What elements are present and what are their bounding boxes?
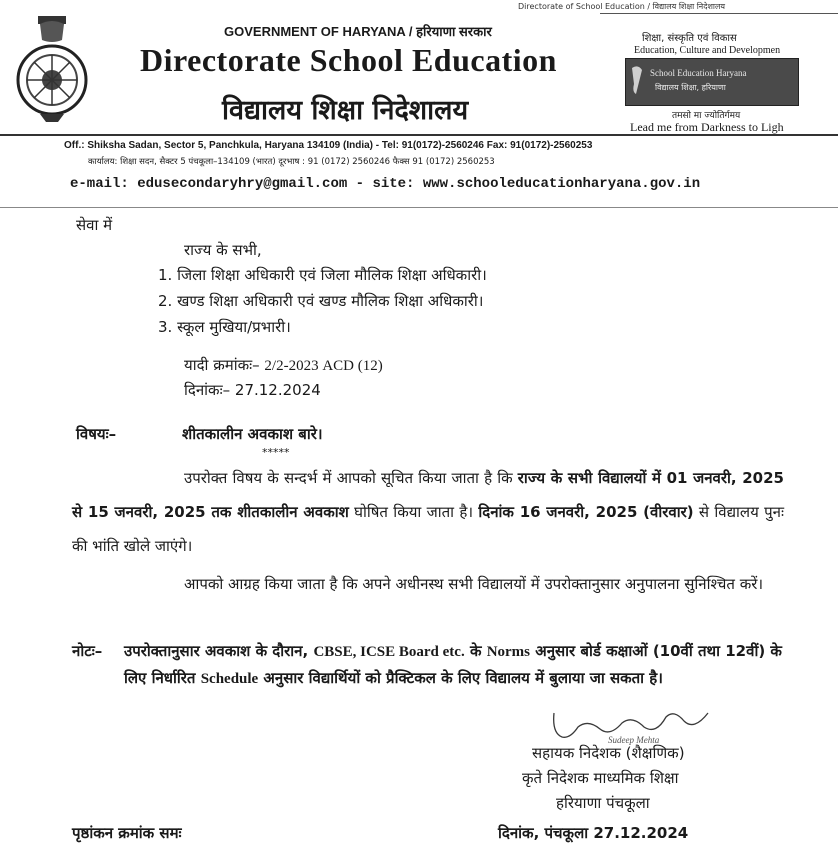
date-line bbox=[184, 380, 321, 400]
note-part: उपरोक्तानुसार अवकाश के दौरान, bbox=[124, 642, 314, 660]
paragraph-main-declared: घोषित किया जाता है। bbox=[348, 503, 479, 521]
haryana-emblem-icon bbox=[10, 14, 94, 124]
directorate-title-hindi: विद्यालय शिक्षा निदेशालय bbox=[222, 95, 469, 126]
office-address-hindi: कार्यालय: शिक्षा सदन, सैक्टर 5 पंचकूला–134109 (भारत) दूरभाष : 91 (0172) 2560246 फैक्स 91 (0172) 2560253 bbox=[88, 157, 495, 167]
government-line: GOVERNMENT OF HARYANA / हरियाणा सरकार bbox=[224, 24, 492, 39]
tagline-english: Lead me from Darkness to Ligh bbox=[630, 120, 784, 134]
endorsement-date: दिनांक, पंचकूला 27.12.2024 bbox=[498, 824, 689, 842]
note-part: अनुसार विद्यार्थियों को प्रैक्टिकल के लिए विद्यालय में बुलाया जा सकता है। bbox=[258, 669, 663, 687]
email-website-line: e-mail: edusecondaryhry@gmail.com - site: www.schooleducationharyana.gov.in bbox=[70, 176, 701, 192]
subject-text: शीतकालीन अवकाश बारे। bbox=[182, 425, 323, 443]
signatory-designation: सहायक निदेशक (शैक्षणिक) bbox=[532, 744, 685, 762]
date-value: 27.12.2024 bbox=[234, 381, 321, 399]
separator-stars: ***** bbox=[262, 446, 290, 459]
motto-english: Education, Culture and Developmen bbox=[634, 45, 781, 56]
reference-label: यादी क्रमांकः– bbox=[184, 356, 260, 374]
date-label: दिनांकः– bbox=[184, 381, 231, 399]
endorsement-number-label: पृष्ठांकन क्रमांक समः bbox=[72, 824, 182, 842]
signature bbox=[548, 703, 718, 745]
note-label: नोटः– bbox=[72, 642, 103, 660]
top-strip-text: Directorate of School Education / विद्यालय शिक्षा निदेशालय bbox=[518, 2, 726, 11]
logo-text-english: School Education Haryana bbox=[650, 68, 747, 78]
reference-line bbox=[184, 355, 383, 375]
paragraph-compliance: आपको आग्रह किया जाता है कि अपने अधीनस्थ सभी विद्यालयों में उपरोक्तानुसार अनुपालना सुनिश्चित करें। bbox=[184, 575, 764, 593]
signatory-location: हरियाणा पंचकूला bbox=[556, 794, 650, 812]
address-divider bbox=[0, 207, 838, 208]
paragraph-main-intro: उपरोक्त विषय के सन्दर्भ में आपको सूचित किया जाता है कि bbox=[184, 469, 518, 487]
tagline-hindi: तमसो मा ज्योतिर्गमय bbox=[672, 111, 741, 121]
holiday-period-text: राज्य के सभी विद्यालयों में 01 जनवरी, 2025 से 15 जनवरी, 2025 तक शीतकालीन अवकाश bbox=[72, 469, 784, 521]
header-divider bbox=[0, 134, 838, 136]
reopen-date-text: दिनांक 16 जनवरी, 2025 (वीरवार) bbox=[478, 503, 694, 521]
paragraph-main-end: से विद्यालय पुनः की भांति खोले जाएंगे। bbox=[72, 503, 784, 555]
note-norms: Norms bbox=[486, 644, 531, 660]
motto-hindi: शिक्षा, संस्कृति एवं विकास bbox=[642, 33, 737, 44]
signatory-on-behalf: कृते निदेशक माध्यमिक शिक्षा bbox=[522, 769, 679, 787]
recipient-item: 1. जिला शिक्षा अधिकारी एवं जिला मौलिक शिक्षा अधिकारी। bbox=[158, 266, 487, 284]
office-address-english: Off.: Shiksha Sadan, Sector 5, Panchkula, Haryana 134109 (India) - Tel: 91(0172)-2560246 Fax: 91(0172)-2560253 bbox=[64, 140, 593, 151]
note-part: अनुसार बोर्ड कक्षाओं (10वीं तथा 12वीं) के लिए निर्धारित bbox=[124, 642, 782, 687]
top-strip-divider bbox=[600, 13, 838, 14]
note-text bbox=[124, 638, 789, 692]
logo-quote-icon bbox=[630, 64, 646, 98]
note-part: के bbox=[464, 642, 487, 660]
recipient-item: 2. खण्ड शिक्षा अधिकारी एवं खण्ड मौलिक शिक्षा अधिकारी। bbox=[158, 292, 484, 310]
paragraph-main bbox=[72, 461, 784, 563]
recipients-intro: राज्य के सभी, bbox=[184, 241, 262, 259]
reference-number: 2/2-2023 ACD (12) bbox=[264, 358, 383, 374]
recipient-item: 3. स्कूल मुखिया/प्रभारी। bbox=[158, 318, 291, 336]
directorate-title-english: Directorate School Education bbox=[140, 42, 557, 78]
subject-label: विषयः– bbox=[76, 425, 117, 443]
to-label: सेवा में bbox=[76, 216, 113, 234]
logo-text-hindi: विद्यालय शिक्षा, हरियाणा bbox=[655, 83, 726, 92]
note-schedule: Schedule bbox=[200, 671, 259, 687]
note-boards: CBSE, ICSE Board etc. bbox=[313, 644, 465, 660]
signature-text: Sudeep Mehta bbox=[608, 735, 660, 745]
